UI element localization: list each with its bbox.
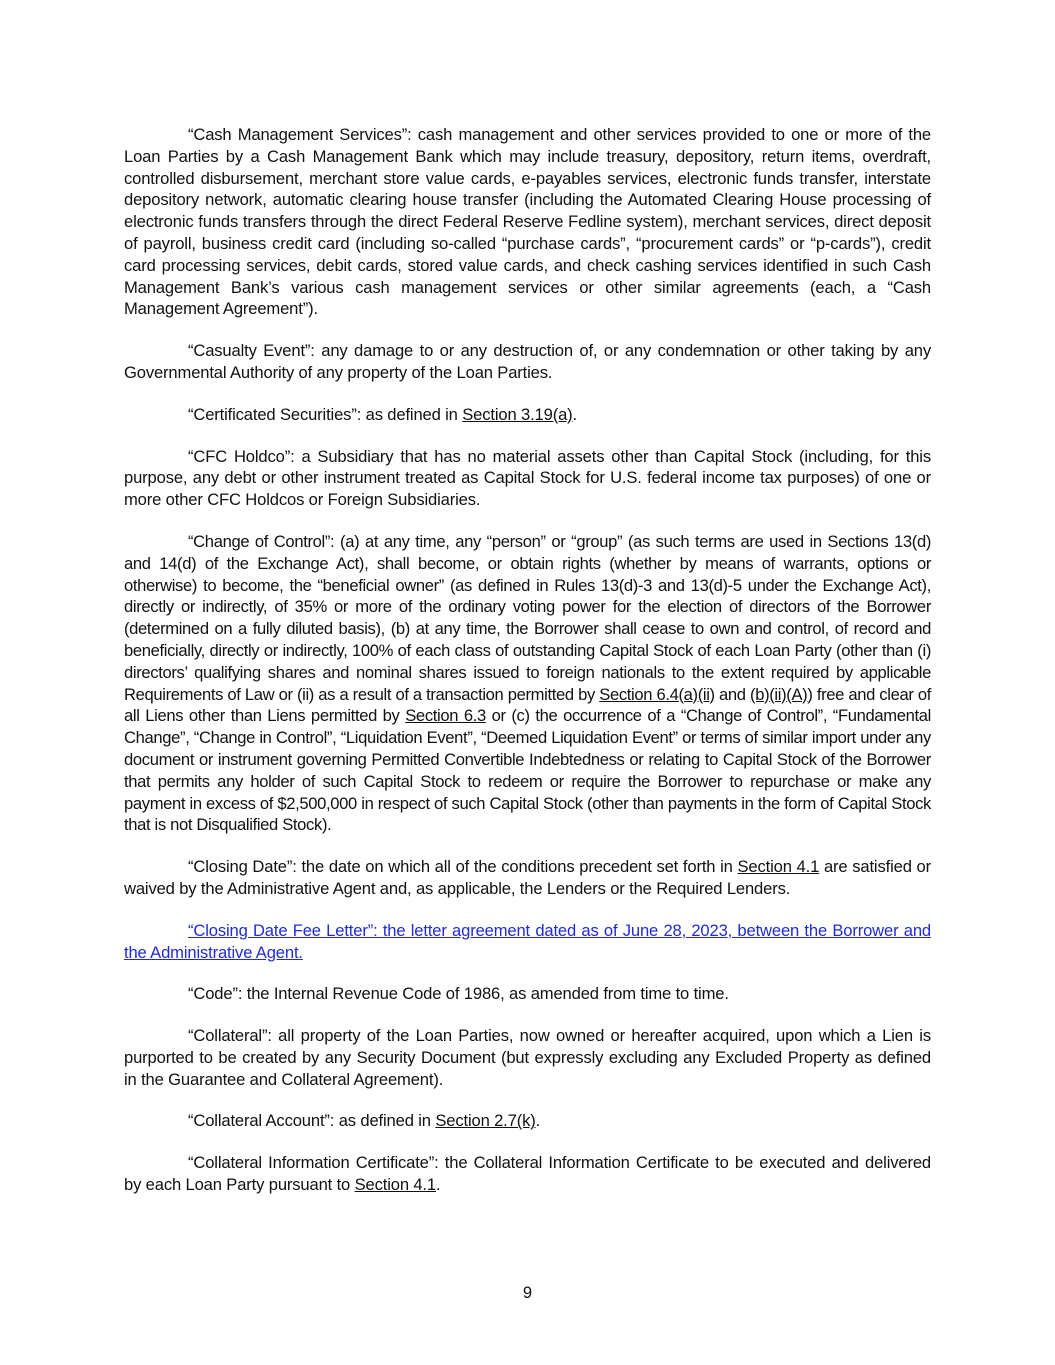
section-reference: Section 6.3 — [405, 706, 486, 726]
definition-closing-date-fee-letter — [124, 920, 931, 964]
section-reference: Section 4.1 — [737, 857, 820, 877]
definition-text: . — [535, 1111, 541, 1131]
definition-text: ) free and clear of all Liens other than Liens permitted by — [124, 684, 931, 726]
section-reference: Section 4.1 — [354, 1175, 436, 1195]
definition-text: “Change of Control”: (a) at any time, any “person” or “group” (as such terms are used in Sections 13(d) and 14(d) of the Exchange Act), shall become, or obtain rights (whether by means of warrants, options or otherwise) to become, the “beneficial owner” (as defined in Rules 13(d)-3 and 13(d)-5 under the Exchange Act), directly or indirectly, of 35% or more of the ordinary voting power for the election of directors of the Borrower (determined on a fully diluted basis), (b) at any time, the Borrower shall cease to own and control, of record and beneficially, directly or indirectly, 100% of each class of outstanding Capital Stock of each Loan Party (other than (i) directors’ qualifying shares and nominal shares issued to foreign nationals to the extent required by applicable Requirements of Law or (ii) as a result of a transaction permitted by — [124, 531, 931, 704]
definition-text: . — [435, 1175, 441, 1195]
definition-text: and — [714, 684, 751, 704]
definition-text: “Certificated Securities”: as defined in — [188, 404, 463, 424]
section-reference: Section 2.7(k) — [435, 1111, 536, 1131]
document-page — [124, 124, 931, 1216]
definition-cash-management-services: “Cash Management Services”: cash management and other services provided to one or more of the Loan Parties by a Cash Management Bank which may include treasury, depository, return items, overdraft, controlled disbursement, merchant store value cards, e-payables services, electronic funds transfer, interstate depository network, automatic clearing house transfer (including the Automated Clearing House processing of electronic funds transfers through the direct Federal Reserve Fedline system), merchant services, direct deposit of payroll, business credit card (including so-called “purchase cards”, “procurement cards” or “p-cards”), credit card processing services, debit cards, stored value cards, and check cashing services identified in such Cash Management Bank’s various cash management services or other similar agreements (each, a “Cash Management Agreement”). — [124, 125, 931, 319]
inserted-text: “Closing Date Fee Letter”: the letter agreement dated as of June 28, 2023, between the Borrower and the Administrative Agent. — [124, 920, 931, 962]
definition-collateral-information-certificate — [124, 1152, 931, 1196]
definition-cfc-holdco: “CFC Holdco”: a Subsidiary that has no material assets other than Capital Stock (including, for this purpose, any debt or other instrument treated as Capital Stock for U.S. federal income tax purposes) of one or more other CFC Holdcos or Foreign Subsidiaries. — [124, 446, 931, 510]
definition-collateral-account — [124, 1110, 931, 1132]
definition-closing-date — [124, 856, 931, 900]
definition-text: “Closing Date”: the date on which all of the conditions precedent set forth in — [188, 857, 738, 877]
definition-casualty-event: “Casualty Event”: any damage to or any destruction of, or any condemnation or other taking by any Governmental Authority of any property of the Loan Parties. — [124, 341, 931, 382]
section-reference: (b)(ii)(A) — [750, 684, 808, 704]
page-number: 9 — [522, 1283, 533, 1302]
section-reference: Section 3.19(a) — [462, 404, 573, 424]
definition-text: . — [572, 404, 577, 424]
definition-text: “Collateral Information Certificate”: the Collateral Information Certificate to be executed and delivered by each Loan Party pursuant to — [124, 1153, 931, 1195]
definition-collateral: “Collateral”: all property of the Loan Parties, now owned or hereafter acquired, upon which a Lien is purported to be created by any Security Document (but expressly excluding any Excluded Property as defined in the Guarantee and Collateral Agreement). — [124, 1026, 931, 1089]
definition-code: “Code”: the Internal Revenue Code of 1986, as amended from time to time. — [188, 984, 729, 1004]
definition-certificated-securities — [124, 404, 931, 426]
section-reference: Section 6.4(a)(ii) — [599, 684, 715, 704]
definition-text: or (c) the occurrence of a “Change of Control”, “Fundamental Change”, “Change in Control”, “Liquidation Event”, “Deemed Liquidation Event” or terms of similar import under any document or instrument governing Permitted Convertible Indebtedness or relating to Capital Stock of the Borrower that permits any holder of such Capital Stock to redeem or require the Borrower to repurchase or make any payment in excess of $2,500,000 in respect of such Capital Stock (other than payments in the form of Capital Stock that is not Disqualified Stock). — [124, 706, 931, 835]
definition-change-of-control — [124, 531, 931, 836]
definition-text: are satisfied or waived by the Administrative Agent and, as applicable, the Lenders or the Required Lenders. — [124, 857, 931, 898]
definition-text: “Collateral Account”: as defined in — [188, 1111, 436, 1131]
